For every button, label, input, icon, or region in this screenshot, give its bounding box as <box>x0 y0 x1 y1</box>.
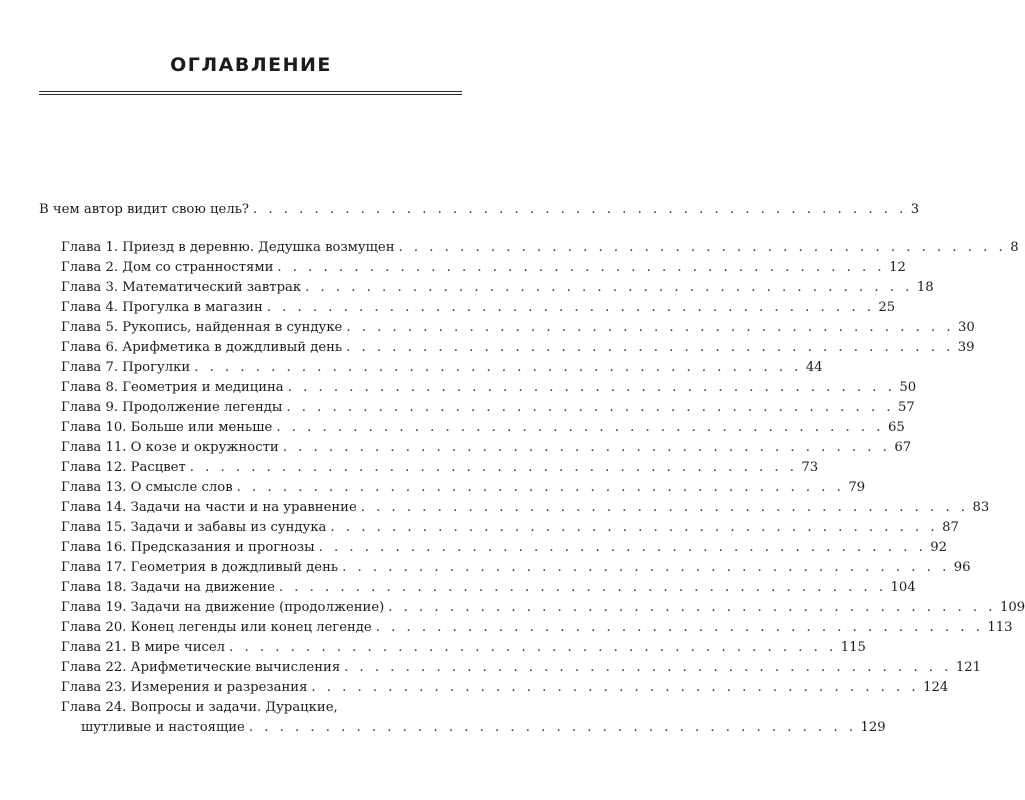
dot-leader: . . . . . . . . . . . . . . . . . . . . . . . . . . . . . . . . . . . . . . . . <box>346 320 955 335</box>
toc-entry-title: Глава 6. Арифметика в дождливый день <box>61 340 343 355</box>
toc-entry-title: Глава 1. Приезд в деревню. Дедушка возмущен <box>61 240 395 255</box>
toc-entry-chapter-3[interactable] <box>61 278 934 298</box>
toc-entry-preface[interactable] <box>39 200 920 220</box>
toc-page-number: 50 <box>899 380 917 395</box>
toc-entry-chapter-13[interactable] <box>61 478 866 498</box>
toc-page-number: 44 <box>805 360 823 375</box>
toc-entry-title: Глава 13. О смысле слов <box>61 480 233 495</box>
toc-entry-chapter-24[interactable] <box>61 698 886 738</box>
toc-entry-chapter-16[interactable] <box>61 538 948 558</box>
dot-leader: . . . . . . . . . . . . . . . . . . . . . . . . . . . . . . . . . . . . . . . . <box>344 660 952 675</box>
dot-leader: . . . . . . . . . . . . . . . . . . . . . . . . . . . . . . . . . . . . . . . . <box>266 300 875 315</box>
toc-entry-title: В чем автор видит свою цель? <box>39 202 249 217</box>
dot-leader: . . . . . . . . . . . . . . . . . . . . . . . . . . . . . . . . . . . . . . . . <box>398 240 1007 255</box>
toc-entry-chapter-20[interactable] <box>61 618 1013 638</box>
toc-entry-chapter-7[interactable] <box>61 358 823 378</box>
dot-leader: . . . . . . . . . . . . . . . . . . . . . . . . . . . . . . . . . . . . . . . . <box>286 400 895 415</box>
toc-page-number: 39 <box>957 340 975 355</box>
toc-entry-chapter-4[interactable] <box>61 298 896 318</box>
toc-entry-chapter-9[interactable] <box>61 398 915 418</box>
toc-page-number: 87 <box>942 520 959 535</box>
toc-entry-title: Глава 15. Задачи и забавы из сундука <box>61 520 327 535</box>
toc-entry-chapter-10[interactable] <box>61 418 905 438</box>
toc-entry-title: Глава 23. Измерения и разрезания <box>61 680 308 695</box>
toc-entry-title: Глава 22. Арифметические вычисления <box>61 660 341 675</box>
dot-leader: . . . . . . . . . . . . . . . . . . . . . . . . . . . . . . . . . . . . . . . . <box>388 600 996 615</box>
dot-leader: . . . . . . . . . . . . . . . . . . . . . . . . . . . . . . . . . . . . . . . . <box>287 380 896 395</box>
toc-entry-chapter-22[interactable] <box>61 658 981 678</box>
toc-entry-chapter-23[interactable] <box>61 678 949 698</box>
dot-leader: . . . . . . . . . . . . . . . . . . . . . . . . . . . . . . . . . . . . . . . . <box>282 440 891 455</box>
toc-entry-title: Глава 16. Предсказания и прогнозы <box>61 540 315 555</box>
dot-leader: . . . . . . . . . . . . . . . . . . . . . . . . . . . . . . . . . . . . . . . . <box>318 540 927 555</box>
toc-page-number: 3 <box>910 202 920 217</box>
toc-entry-title: Глава 24. Вопросы и задачи. Дурацкие, <box>61 700 338 715</box>
toc-entry-title: Глава 4. Прогулка в магазин <box>61 300 263 315</box>
toc-page-number: 92 <box>930 540 948 555</box>
toc-page-number: 83 <box>972 500 990 515</box>
toc-entry-chapter-17[interactable] <box>61 558 971 578</box>
toc-page-number: 25 <box>878 300 896 315</box>
dot-leader: . . . . . . . . . . . . . . . . . . . . . . . . . . . . . . . . . . . . . . . . <box>194 360 802 375</box>
toc-entry-chapter-2[interactable] <box>61 258 906 278</box>
toc-entry-chapter-5[interactable] <box>61 318 975 338</box>
toc-entry-chapter-18[interactable] <box>61 578 916 598</box>
toc-page-number: 8 <box>1010 240 1019 255</box>
toc-entry-title: Глава 19. Задачи на движение (продолжение) <box>61 600 385 615</box>
toc-entry-title: Глава 21. В мире чисел <box>61 640 226 655</box>
toc-page-number: 30 <box>958 320 975 335</box>
dot-leader: . . . . . . . . . . . . . . . . . . . . . . . . . . . . . . . . . . . . . . . . <box>229 640 837 655</box>
toc-entry-title: Глава 3. Математический завтрак <box>61 280 302 295</box>
toc-entry-chapter-14[interactable] <box>61 498 990 518</box>
toc-entry-chapter-6[interactable] <box>61 338 975 358</box>
toc-entry-title: Глава 5. Рукопись, найденная в сундуке <box>61 320 343 335</box>
dot-leader: . . . . . . . . . . . . . . . . . . . . . . . . . . . . . . . . . . . . . . . . <box>248 720 857 735</box>
toc-page-number: 124 <box>923 680 949 695</box>
toc-page-number: 18 <box>916 280 934 295</box>
toc-page-number: 129 <box>860 720 886 735</box>
toc-page-number: 73 <box>801 460 819 475</box>
toc-entry-title: Глава 11. О козе и окружности <box>61 440 279 455</box>
dot-leader: . . . . . . . . . . . . . . . . . . . . . . . . . . . . . . . . . . . . . . . . <box>278 580 887 595</box>
dot-leader: . . . . . . . . . . . . . . . . . . . . . . . . . . . . . . . . . . . . . . . . <box>276 420 884 435</box>
toc-page-number: 104 <box>890 580 916 595</box>
toc-entry-chapter-15[interactable] <box>61 518 959 538</box>
toc-page-number: 67 <box>894 440 912 455</box>
dot-leader: . . . . . . . . . . . . . . . . . . . . . . . . . . . . . . . . . . . . . . . . <box>311 680 920 695</box>
toc-entry-chapter-19[interactable] <box>61 598 1025 618</box>
toc-entry-title: Глава 7. Прогулки <box>61 360 191 375</box>
dot-leader: . . . . . . . . . . . . . . . . . . . . . . . . . . . . . . . . . . . . . . . . <box>236 480 845 495</box>
toc-entry-chapter-8[interactable] <box>61 378 917 398</box>
toc-page-number: 121 <box>955 660 981 675</box>
toc-page-number: 96 <box>953 560 971 575</box>
toc-page-number: 65 <box>887 420 905 435</box>
dot-leader: . . . . . . . . . . . . . . . . . . . . . . . . . . . . . . . . . . . . . . . . <box>360 500 969 515</box>
toc-entry-chapter-12[interactable] <box>61 458 819 478</box>
toc-page-number: 113 <box>987 620 1013 635</box>
toc-entry-title: Глава 8. Геометрия и медицина <box>61 380 284 395</box>
toc-page-number: 109 <box>999 600 1025 615</box>
page-title: ОГЛАВЛЕНИЕ <box>170 54 332 76</box>
toc-entry-chapter-21[interactable] <box>61 638 866 658</box>
toc-page-number: 57 <box>898 400 915 415</box>
dot-leader: . . . . . . . . . . . . . . . . . . . . . . . . . . . . . . . . . . . . . . . . . . . <box>252 202 907 217</box>
toc-entry-title: Глава 9. Продолжение легенды <box>61 400 283 415</box>
dot-leader: . . . . . . . . . . . . . . . . . . . . . . . . . . . . . . . . . . . . . . . . <box>375 620 984 635</box>
toc-page-number: 115 <box>840 640 866 655</box>
dot-leader: . . . . . . . . . . . . . . . . . . . . . . . . . . . . . . . . . . . . . . . . <box>189 460 798 475</box>
toc-page-number: 12 <box>889 260 906 275</box>
toc-entry-chapter-1[interactable] <box>61 238 1019 258</box>
toc-entry-title: Глава 10. Больше или меньше <box>61 420 273 435</box>
dot-leader: . . . . . . . . . . . . . . . . . . . . . . . . . . . . . . . . . . . . . . . . <box>346 340 954 355</box>
dot-leader: . . . . . . . . . . . . . . . . . . . . . . . . . . . . . . . . . . . . . . . . <box>305 280 913 295</box>
toc-entry-title: Глава 12. Расцвет <box>61 460 186 475</box>
toc-entry-title: Глава 14. Задачи на части и на уравнение <box>61 500 357 515</box>
dot-leader: . . . . . . . . . . . . . . . . . . . . . . . . . . . . . . . . . . . . . . . . <box>330 520 939 535</box>
dot-leader: . . . . . . . . . . . . . . . . . . . . . . . . . . . . . . . . . . . . . . . . <box>277 260 886 275</box>
toc-entry-continuation <box>61 718 886 738</box>
toc-page-number: 79 <box>848 480 866 495</box>
toc-entry-title: Глава 18. Задачи на движение <box>61 580 275 595</box>
dot-leader: . . . . . . . . . . . . . . . . . . . . . . . . . . . . . . . . . . . . . . . . <box>342 560 950 575</box>
toc-entry-title: Глава 2. Дом со странностями <box>61 260 274 275</box>
toc-entry-title: Глава 20. Конец легенды или конец легенде <box>61 620 372 635</box>
toc-entry-chapter-11[interactable] <box>61 438 912 458</box>
toc-entry-title-line2: шутливые и настоящие <box>81 720 245 735</box>
toc-entry-title: Глава 17. Геометрия в дождливый день <box>61 560 339 575</box>
